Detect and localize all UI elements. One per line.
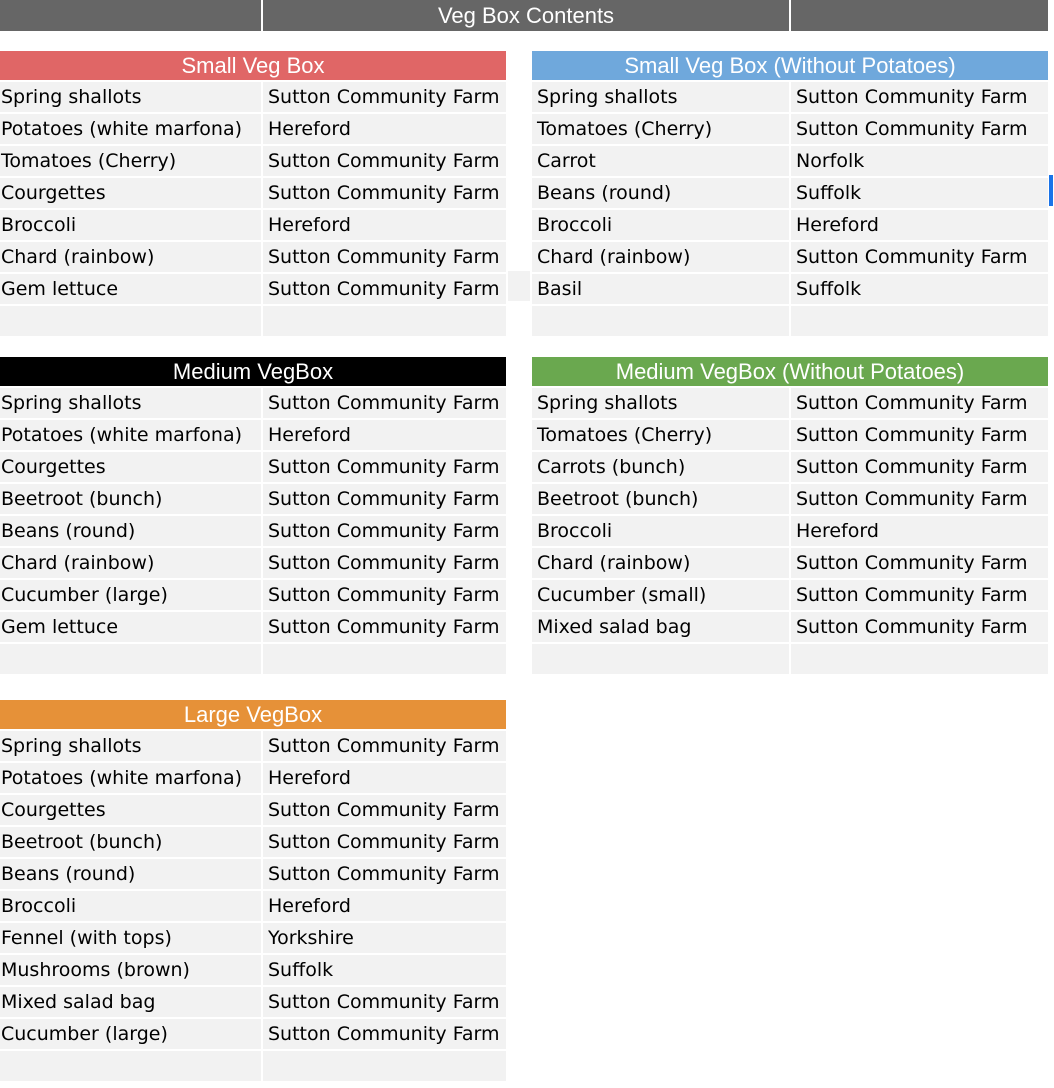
table-row: [0, 729, 506, 761]
vegetable-cell[interactable]: Broccoli: [0, 891, 261, 921]
origin-cell[interactable]: Sutton Community Farm: [263, 548, 506, 578]
origin-cell[interactable]: Suffolk: [791, 178, 1048, 208]
vegetable-cell[interactable]: Beetroot (bunch): [0, 484, 261, 514]
medium-vegbox-header[interactable]: Medium VegBox: [0, 357, 506, 386]
table-row: [0, 953, 506, 985]
origin-cell[interactable]: Sutton Community Farm: [263, 516, 506, 546]
vegetable-cell[interactable]: Beetroot (bunch): [0, 827, 261, 857]
origin-cell[interactable]: Sutton Community Farm: [263, 1019, 506, 1049]
vegetable-cell[interactable]: Potatoes (white marfona): [0, 763, 261, 793]
table-row: [0, 985, 506, 1017]
empty-table-row: [0, 304, 506, 336]
vegetable-cell[interactable]: Mixed salad bag: [532, 612, 789, 642]
vegetable-cell[interactable]: Courgettes: [0, 452, 261, 482]
origin-cell[interactable]: Sutton Community Farm: [791, 580, 1048, 610]
origin-cell[interactable]: [263, 306, 506, 336]
table-row: [0, 450, 506, 482]
origin-cell[interactable]: Hereford: [263, 114, 506, 144]
origin-cell[interactable]: Sutton Community Farm: [791, 452, 1048, 482]
table-row: [0, 386, 506, 418]
table-row: [532, 450, 1048, 482]
origin-cell[interactable]: Sutton Community Farm: [263, 274, 506, 304]
table-row: [0, 889, 506, 921]
table-row: [0, 610, 506, 642]
spreadsheet-gap-cell[interactable]: [508, 271, 530, 301]
vegetable-cell[interactable]: Beans (round): [532, 178, 789, 208]
origin-cell[interactable]: Hereford: [263, 763, 506, 793]
origin-cell[interactable]: Sutton Community Farm: [263, 731, 506, 761]
origin-cell[interactable]: Norfolk: [791, 146, 1048, 176]
origin-cell[interactable]: [263, 1051, 506, 1081]
origin-cell[interactable]: Sutton Community Farm: [263, 795, 506, 825]
origin-cell[interactable]: Sutton Community Farm: [791, 114, 1048, 144]
vegetable-cell[interactable]: Basil: [532, 274, 789, 304]
vegetable-cell[interactable]: Spring shallots: [532, 388, 789, 418]
origin-cell[interactable]: Sutton Community Farm: [791, 612, 1048, 642]
origin-cell[interactable]: Sutton Community Farm: [263, 987, 506, 1017]
vegetable-cell[interactable]: Spring shallots: [0, 731, 261, 761]
table-row: [0, 112, 506, 144]
empty-table-row: [532, 304, 1048, 336]
table-row: [0, 482, 506, 514]
origin-cell[interactable]: Sutton Community Farm: [791, 388, 1048, 418]
table-row: [532, 240, 1048, 272]
vegetable-cell[interactable]: Potatoes (white marfona): [0, 114, 261, 144]
origin-cell[interactable]: Hereford: [791, 516, 1048, 546]
table-row: [532, 482, 1048, 514]
vegetable-cell[interactable]: [532, 306, 789, 336]
table-row: [0, 825, 506, 857]
table-row: [0, 240, 506, 272]
origin-cell[interactable]: Sutton Community Farm: [791, 242, 1048, 272]
table-row: [532, 386, 1048, 418]
vegetable-cell[interactable]: Broccoli: [532, 516, 789, 546]
title-bar-right-cell[interactable]: [791, 0, 1048, 31]
vegetable-cell[interactable]: Chard (rainbow): [0, 548, 261, 578]
vegetable-cell[interactable]: Chard (rainbow): [532, 242, 789, 272]
table-row: [0, 80, 506, 112]
table-row: [0, 208, 506, 240]
vegetable-cell[interactable]: Mushrooms (brown): [0, 955, 261, 985]
origin-cell[interactable]: Sutton Community Farm: [263, 178, 506, 208]
vegetable-cell[interactable]: Beans (round): [0, 859, 261, 889]
vegetable-cell[interactable]: Gem lettuce: [0, 612, 261, 642]
origin-cell[interactable]: Suffolk: [263, 955, 506, 985]
origin-cell[interactable]: Sutton Community Farm: [263, 859, 506, 889]
origin-cell[interactable]: Sutton Community Farm: [791, 420, 1048, 450]
vegetable-cell[interactable]: Spring shallots: [0, 388, 261, 418]
vegetable-cell[interactable]: Cucumber (large): [0, 580, 261, 610]
vegetable-cell[interactable]: Tomatoes (Cherry): [0, 146, 261, 176]
table-row: [0, 857, 506, 889]
vegetable-cell[interactable]: Gem lettuce: [0, 274, 261, 304]
title-bar-left-cell[interactable]: [0, 0, 263, 31]
medium-vegbox-no-potatoes-header[interactable]: Medium VegBox (Without Potatoes): [532, 357, 1048, 386]
table-row: [532, 418, 1048, 450]
vegetable-cell[interactable]: Mixed salad bag: [0, 987, 261, 1017]
origin-cell[interactable]: Yorkshire: [263, 923, 506, 953]
origin-cell[interactable]: Sutton Community Farm: [791, 82, 1048, 112]
table-row: [0, 1017, 506, 1049]
table-row: [532, 176, 1048, 208]
vegetable-cell[interactable]: Spring shallots: [532, 82, 789, 112]
vegetable-cell[interactable]: [532, 644, 789, 674]
vegetable-cell[interactable]: Carrots (bunch): [532, 452, 789, 482]
origin-cell[interactable]: Sutton Community Farm: [791, 548, 1048, 578]
origin-cell[interactable]: Sutton Community Farm: [263, 827, 506, 857]
origin-cell[interactable]: Hereford: [263, 420, 506, 450]
table-row: [532, 112, 1048, 144]
small-veg-box-no-potatoes-header[interactable]: Small Veg Box (Without Potatoes): [532, 51, 1048, 80]
origin-cell[interactable]: [791, 644, 1048, 674]
origin-cell[interactable]: Sutton Community Farm: [263, 580, 506, 610]
vegetable-cell[interactable]: Broccoli: [532, 210, 789, 240]
medium-vegbox-table: [0, 357, 506, 674]
large-vegbox-table: [0, 700, 506, 1081]
vegetable-cell[interactable]: Chard (rainbow): [532, 548, 789, 578]
vegetable-cell[interactable]: Cucumber (small): [532, 580, 789, 610]
table-row: [0, 418, 506, 450]
table-row: [532, 144, 1048, 176]
empty-table-row: [0, 642, 506, 674]
cell-selection-indicator: [1049, 175, 1053, 206]
table-row: [0, 546, 506, 578]
vegetable-cell[interactable]: Carrot: [532, 146, 789, 176]
origin-cell[interactable]: Sutton Community Farm: [263, 242, 506, 272]
vegetable-cell[interactable]: Tomatoes (Cherry): [532, 420, 789, 450]
origin-cell[interactable]: Sutton Community Farm: [263, 484, 506, 514]
table-row: [532, 272, 1048, 304]
table-row: [0, 921, 506, 953]
large-vegbox-header[interactable]: Large VegBox: [0, 700, 506, 729]
table-row: [532, 80, 1048, 112]
origin-cell[interactable]: Sutton Community Farm: [263, 452, 506, 482]
empty-table-row: [0, 1049, 506, 1081]
table-row: [532, 578, 1048, 610]
origin-cell[interactable]: Sutton Community Farm: [791, 484, 1048, 514]
origin-cell[interactable]: Suffolk: [791, 274, 1048, 304]
vegetable-cell[interactable]: Courgettes: [0, 178, 261, 208]
table-row: [0, 514, 506, 546]
origin-cell[interactable]: Sutton Community Farm: [263, 82, 506, 112]
small-veg-box-table: [0, 51, 506, 336]
vegetable-cell[interactable]: [0, 1051, 261, 1081]
vegetable-cell[interactable]: Chard (rainbow): [0, 242, 261, 272]
sheet-title-bar: [0, 0, 1048, 31]
table-row: [0, 793, 506, 825]
origin-cell[interactable]: [791, 306, 1048, 336]
vegetable-cell[interactable]: Fennel (with tops): [0, 923, 261, 953]
origin-cell[interactable]: Sutton Community Farm: [263, 612, 506, 642]
vegetable-cell[interactable]: Courgettes: [0, 795, 261, 825]
vegetable-cell[interactable]: Spring shallots: [0, 82, 261, 112]
vegetable-cell[interactable]: Potatoes (white marfona): [0, 420, 261, 450]
medium-vegbox-no-potatoes-table: [532, 357, 1048, 674]
origin-cell[interactable]: Hereford: [263, 210, 506, 240]
small-veg-box-header[interactable]: Small Veg Box: [0, 51, 506, 80]
vegetable-cell[interactable]: Beans (round): [0, 516, 261, 546]
origin-cell[interactable]: [263, 644, 506, 674]
empty-table-row: [532, 642, 1048, 674]
table-row: [0, 578, 506, 610]
vegetable-cell[interactable]: [0, 644, 261, 674]
table-row: [0, 144, 506, 176]
vegetable-cell[interactable]: Broccoli: [0, 210, 261, 240]
table-row: [532, 546, 1048, 578]
table-row: [532, 610, 1048, 642]
vegetable-cell[interactable]: [0, 306, 261, 336]
table-row: [532, 208, 1048, 240]
sheet-title[interactable]: Veg Box Contents: [263, 0, 791, 31]
table-row: [532, 514, 1048, 546]
vegetable-cell[interactable]: Beetroot (bunch): [532, 484, 789, 514]
small-veg-box-no-potatoes-table: [532, 51, 1048, 336]
origin-cell[interactable]: Hereford: [791, 210, 1048, 240]
origin-cell[interactable]: Sutton Community Farm: [263, 388, 506, 418]
table-row: [0, 272, 506, 304]
vegetable-cell[interactable]: Tomatoes (Cherry): [532, 114, 789, 144]
table-row: [0, 176, 506, 208]
origin-cell[interactable]: Hereford: [263, 891, 506, 921]
vegetable-cell[interactable]: Cucumber (large): [0, 1019, 261, 1049]
table-row: [0, 761, 506, 793]
origin-cell[interactable]: Sutton Community Farm: [263, 146, 506, 176]
